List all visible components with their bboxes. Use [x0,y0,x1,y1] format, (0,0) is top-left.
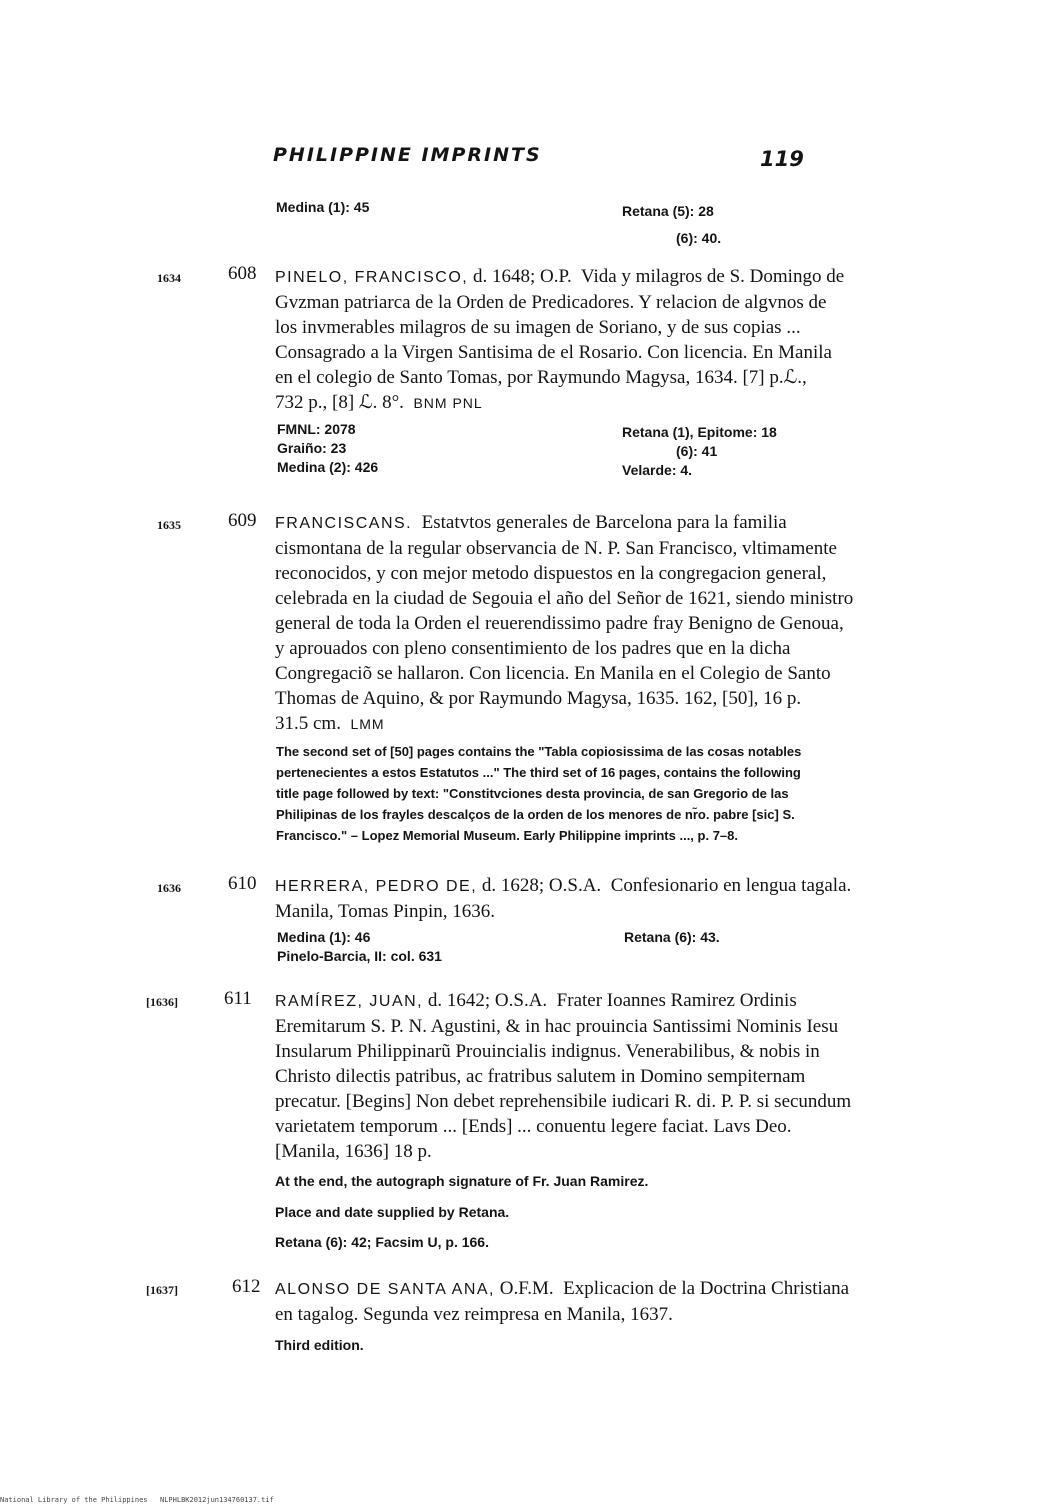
footer-filename: NLPHLBK2012jun134760137.tif [160,1496,274,1504]
entry-612-line: Explicacion de la Doctrina Christiana [563,1278,850,1299]
entry-608-locations: BNM PNL [413,395,483,411]
entry-611-line: Christo dilectis patribus, ac fratribus salutem in Domino sempiternam [275,1066,806,1087]
entry-609-year: 1635 [157,518,181,532]
entry-611-line: [Manila, 1636] 18 p. [275,1141,432,1162]
ref-line: (6): 41 [676,443,718,459]
page-number: 119 [760,147,804,171]
entry-609-line: y aprouados con pleno consentimiento de los padres que en la dicha [275,638,791,659]
entry-611-line: Insularum Philippinarũ Prouincialis indignus. Venerabilibus, & nobis in [275,1041,820,1062]
entry-609-line: celebrada en la ciudad de Segouia el año del Señor de 1621, siendo ministro [275,588,854,609]
entry-608-line: los invmerables milagros de su imagen de Soriano, y de sus copias ... [275,317,801,338]
entry-610-author: HERRERA, PEDRO DE, [275,878,478,895]
top-ref-right-1: Retana (5): 28 [622,203,714,219]
ref-line: Retana (6): 43. [624,929,720,945]
entry-611-line: Eremitarum S. P. N. Agustini, & in hac prouincia Santissimi Nominis Iesu [275,1016,839,1037]
entry-611-note-3: Retana (6): 42; Facsim U, p. 166. [275,1234,489,1250]
top-ref-right-2: (6): 40. [676,230,722,246]
entry-608-line: 732 p., [8] ℒ. 8°. [275,392,404,413]
ref-line: FMNL: 2078 [277,421,356,437]
note-line: The second set of [50] pages contains the "Tabla copiosissima de las cosas notables [276,744,802,759]
entry-610-refs-right [624,928,720,947]
entry-611-line: precatur. [Begins] Non debet reprehensibile iudicari R. di. P. P. si secundum [275,1091,852,1112]
ref-line: Pinelo-Barcia, II: col. 631 [277,948,442,964]
entry-608-refs-left [277,420,378,477]
entry-608-author: PINELO, FRANCISCO, [275,269,469,286]
entry-608-body [275,264,895,416]
top-ref-left: Medina (1): 45 [276,199,370,215]
entry-609-line: reconocidos, y con mejor metodo dispuestos en la congregacion general, [275,563,827,584]
ref-line: Velarde: 4. [622,462,693,478]
entry-609-author: FRANCISCANS. [275,515,413,532]
note-line: pertenecientes a estos Estatutos ..." The third set of 16 pages, contains the following [276,765,801,780]
entry-609-line: Estatvtos generales de Barcelona para la familia [421,512,787,533]
entry-611-note-2: Place and date supplied by Retana. [275,1204,510,1220]
entry-608-line: en el colegio de Santo Tomas, por Raymundo Magysa, 1634. [7] p.ℒ., [275,367,807,388]
entry-609-line: 31.5 cm. [275,713,341,734]
entry-609-line: cismontana de la regular observancia de N. P. San Francisco, vltimamente [275,538,837,559]
ref-line: Medina (2): 426 [277,459,379,475]
running-title: PHILIPPINE IMPRINTS [273,144,542,166]
entry-608-line: Vida y milagros de S. Domingo de [580,266,845,287]
entry-608-author-dates: d. 1648; O.P. [468,266,572,287]
entry-610-number: 610 [228,873,257,894]
footer-library: National Library of the Philippines [0,1496,148,1504]
entry-611-year: [1636] [146,995,178,1009]
entry-611-number: 611 [224,988,252,1009]
entry-611-author: RAMÍREZ, JUAN, [275,993,424,1010]
entry-609-body [275,510,895,737]
entry-608-line: Consagrado a la Virgen Santisima de el Rosario. Con licencia. En Manila [275,342,832,363]
entry-612-year: [1637] [146,1283,178,1297]
entry-608-refs-right [622,423,777,480]
entry-610-line: Manila, Tomas Pinpin, 1636. [275,901,495,922]
entry-610-refs-left [277,928,442,966]
entry-610-line: Confesionario en lengua tagala. [610,875,852,896]
entry-612-note-1: Third edition. [275,1337,364,1353]
note-line: title page followed by text: "Constitvciones desta provincia, de san Gregorio de las [276,786,789,801]
entry-610-body [275,873,895,924]
entry-609-line: Congregaciõ se hallaron. Con licencia. En Manila en el Colegio de Santo [275,663,831,684]
entry-608-year: 1634 [157,271,181,285]
entry-610-year: 1636 [157,881,181,895]
entry-609-line: general de toda la Orden el reuerendissimo padre fray Benigno de Genoua, [275,613,844,634]
entry-612-number: 612 [232,1276,261,1297]
entry-611-author-dates: d. 1642; O.S.A. [423,990,548,1011]
entry-612-line: en tagalog. Segunda vez reimpresa en Manila, 1637. [275,1304,673,1325]
ref-line: Retana (1), Epitome: 18 [622,424,777,440]
note-line: Philipinas de los frayles descalços de la orden de los menores de nr̃o. pabre [sic] S. [276,807,795,822]
entry-611-body [275,988,895,1164]
entry-612-author: ALONSO DE SANTA ANA, [275,1281,495,1298]
entry-609-note [276,741,876,846]
entry-608-number: 608 [228,263,257,284]
entry-612-body [275,1276,895,1327]
ref-line: Graiño: 23 [277,440,347,456]
entry-611-note-1: At the end, the autograph signature of Fr. Juan Ramirez. [275,1173,649,1189]
entry-609-line: Thomas de Aquino, & por Raymundo Magysa, 1635. 162, [50], 16 p. [275,688,802,709]
note-line: Francisco." – Lopez Memorial Museum. Early Philippine imprints ..., p. 7–8. [276,828,739,843]
entry-608-line: Gvzman patriarca de la Orden de Predicadores. Y relacion de algvnos de [275,292,827,313]
ref-line: Medina (1): 46 [277,929,371,945]
entry-609-locations: LMM [350,716,385,732]
entry-612-author-dates: O.F.M. [494,1278,554,1299]
entry-611-line: varietatem temporum ... [Ends] ... conuentu legere faciat. Lavs Deo. [275,1116,792,1137]
entry-611-line: Frater Ioannes Ramirez Ordinis [556,990,797,1011]
entry-609-number: 609 [228,510,257,531]
entry-610-author-dates: d. 1628; O.S.A. [477,875,602,896]
